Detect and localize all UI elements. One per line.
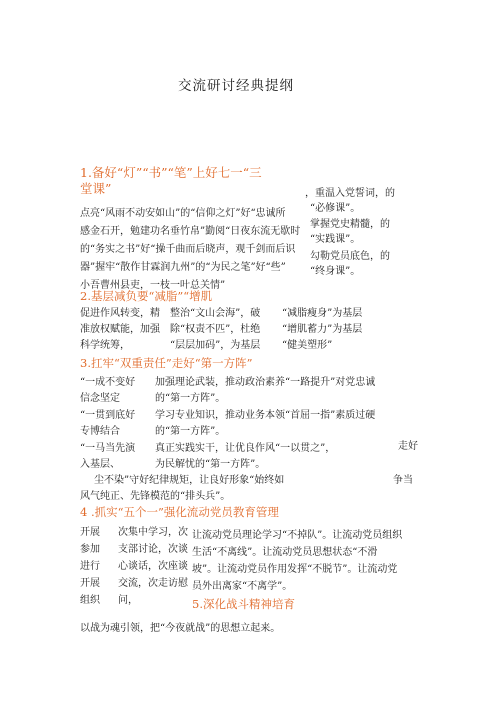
section-4-col2-line: 心谈话，次座谈 bbox=[118, 561, 188, 572]
section-4-col1-line: 开展 bbox=[80, 527, 100, 538]
section-3-right-line: 的“第一方阵”。 bbox=[155, 426, 226, 437]
section-5-heading: 5.深化战斗精神培育 bbox=[192, 597, 295, 611]
section-3-right-line: 学习专业知识，推动业务本领“首屈一指”素质过硬 bbox=[155, 410, 376, 421]
section-1-body-line: 点亮“风雨不动安如山”的“信仰之灯”好“忠诚所 bbox=[80, 208, 286, 219]
section-2-col2-line: 除“权责不匹”，杜绝 bbox=[170, 324, 261, 335]
section-5-body: 以战为魂引领，把“今夜就战”的思想立起来。 bbox=[80, 623, 281, 634]
section-3-right-line: 为民解忧的“第一方阵”。 bbox=[155, 459, 266, 470]
section-4-col1-line: 参加 bbox=[80, 544, 100, 555]
section-2-col3-line: “减脂瘦身”为基层 bbox=[282, 308, 363, 319]
section-4-col2-line: 问， bbox=[118, 595, 138, 606]
section-1-side-note: “终身课”。 bbox=[310, 266, 361, 277]
section-3-side-note: 走好 bbox=[398, 441, 418, 452]
section-3-left-line: 专博结合 bbox=[80, 426, 120, 437]
section-3-closing-line: 尘不染”守好纪律规矩，让良好形象“始终如 bbox=[94, 475, 285, 486]
section-3-right-line: 真正实践实干，让优良作风“一以贯之”， bbox=[155, 443, 336, 454]
section-1-heading: 1.备好“灯”“书”“笔”上好七一“三 bbox=[80, 165, 262, 180]
section-1-side-note: “必修课”。 bbox=[310, 203, 361, 214]
section-1-side-note: 掌握党史精髓，的 bbox=[310, 219, 390, 230]
section-3-left-line: 信念坚定 bbox=[80, 393, 120, 404]
page-title: 交流研讨经典提纲 bbox=[178, 78, 294, 94]
section-2-col3-line: “增肌蓄力”为基层 bbox=[282, 324, 363, 335]
section-2-heading: 2.基层减负要“减脂”“增肌 bbox=[80, 289, 213, 303]
section-2-col2-line: “层层加码”，为基层 bbox=[170, 340, 261, 351]
section-3-right-line: 加强理论武装，推动政治素养“一路提升”对党忠诚 bbox=[155, 377, 376, 388]
section-4-col3-line: 员外出离家“不离学”。 bbox=[192, 581, 293, 592]
section-1-body-line: 感金石开，勉建功名垂竹帛”勤阅“日夜东流无歇时 bbox=[80, 226, 301, 237]
section-1-side-note: ，重温入党誓词，的 bbox=[305, 188, 395, 199]
section-4-col3-line: 生活“不离线”。让流动党员思想状态“不滑 bbox=[192, 547, 378, 558]
section-3-left-line: “一马当先演 bbox=[80, 443, 136, 454]
section-2-col2-line: 整治“文山会海”，破 bbox=[170, 308, 261, 319]
section-2-col3-line: “健美塑形” bbox=[282, 340, 333, 351]
section-1-body-line: 器”握牢“散作甘霖润九州”的“为民之笔”好“些” bbox=[80, 262, 286, 273]
section-3-heading: 3.扛牢“双重责任”走好“第一方阵” bbox=[80, 356, 253, 370]
section-4-col1-line: 组织 bbox=[80, 595, 100, 606]
section-3-right-line: 的“第一方阵”。 bbox=[155, 393, 226, 404]
section-1-body-line: 的“务实之书”好“操千曲而后晓声，观千剑而后识 bbox=[80, 244, 296, 255]
section-1-body-line: 小吾曹州县吏，一枝一叶总关情” bbox=[80, 280, 226, 291]
section-4-col1-line: 进行 bbox=[80, 561, 100, 572]
section-1-heading-cont: 堂课” bbox=[80, 181, 112, 196]
section-4-col2-line: 交流，次走访慰 bbox=[118, 578, 188, 589]
section-3-left-line: “一成不变好 bbox=[80, 377, 136, 388]
section-2-col1-line: 科学统筹， bbox=[80, 340, 130, 351]
section-2-col1-line: 准放权赋能，加强 bbox=[80, 324, 160, 335]
section-3-closing-side: 争当 bbox=[393, 475, 413, 486]
section-3-closing-line: 风气纯正、先锋模范的“排头兵”。 bbox=[80, 491, 231, 502]
section-4-col3-line: 坡”。让流动党员作用发挥“不脱节”。让流动党 bbox=[192, 564, 398, 575]
section-1-side-note: 勾勒党员底色，的 bbox=[310, 251, 390, 262]
section-2-col1-line: 促进作风转变，精 bbox=[80, 308, 160, 319]
section-4-col3-line: 让流动党员理论学习“不掉队”。让流动党员组织 bbox=[192, 530, 403, 541]
section-4-col2-line: 次集中学习，次 bbox=[118, 527, 188, 538]
section-4-col1-line: 开展 bbox=[80, 578, 100, 589]
section-4-col2-line: 支部讨论，次谈 bbox=[118, 544, 188, 555]
section-3-left-line: “一贯到底好 bbox=[80, 410, 136, 421]
section-3-left-line: 入基层、 bbox=[80, 459, 120, 470]
section-1-side-note: “实践课”。 bbox=[310, 234, 361, 245]
section-4-heading: 4 .抓实“五个一”强化流动党员教育管理 bbox=[80, 505, 279, 519]
